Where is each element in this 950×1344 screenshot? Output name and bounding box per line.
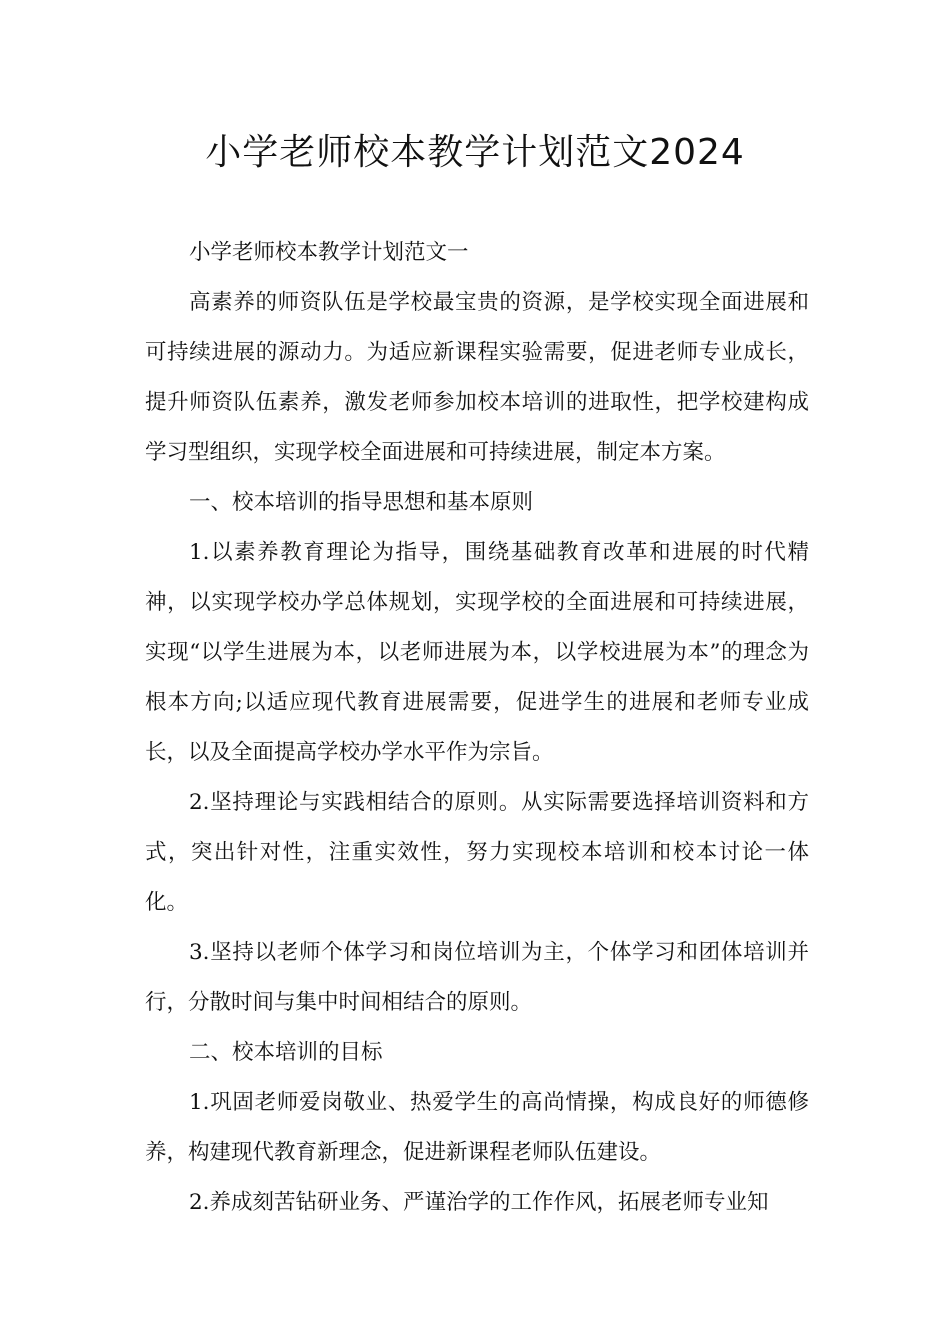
document-title: 小学老师校本教学计划范文2024 [205, 132, 745, 173]
paragraph: 2.坚持理论与实践相结合的原则。从实际需要选择培训资料和方式，突出针对性，注重实效性，努力实现校本培训和校本讨论一体化。 [145, 790, 809, 915]
paragraph: 2.养成刻苦钻研业务、严谨治学的工作作风，拓展老师专业知 [189, 1190, 769, 1215]
document-body [145, 228, 809, 1228]
paragraph: 高素养的师资队伍是学校最宝贵的资源，是学校实现全面进展和可持续进展的源动力。为适应新课程实验需要，促进老师专业成长，提升师资队伍素养，激发老师参加校本培训的进取性，把学校建构成学习型组织，实现学校全面进展和可持续进展，制定本方案。 [145, 290, 809, 465]
paragraph: 1.巩固老师爱岗敬业、热爱学生的高尚情操，构成良好的师德修养，构建现代教育新理念，促进新课程老师队伍建设。 [145, 1090, 809, 1165]
section-heading: 小学老师校本教学计划范文一 [189, 240, 469, 265]
section-heading: 一、校本培训的指导思想和基本原则 [189, 490, 534, 515]
section-heading: 二、校本培训的目标 [189, 1040, 383, 1065]
paragraph: 3.坚持以老师个体学习和岗位培训为主，个体学习和团体培训并行，分散时间与集中时间相结合的原则。 [145, 940, 809, 1015]
paragraph: 1.以素养教育理论为指导，围绕基础教育改革和进展的时代精神，以实现学校办学总体规划，实现学校的全面进展和可持续进展，实现“以学生进展为本，以老师进展为本，以学校进展为本”的理念为根本方向;以适应现代教育进展需要，促进学生的进展和老师专业成长，以及全面提高学校办学水平作为宗旨。 [145, 540, 809, 765]
